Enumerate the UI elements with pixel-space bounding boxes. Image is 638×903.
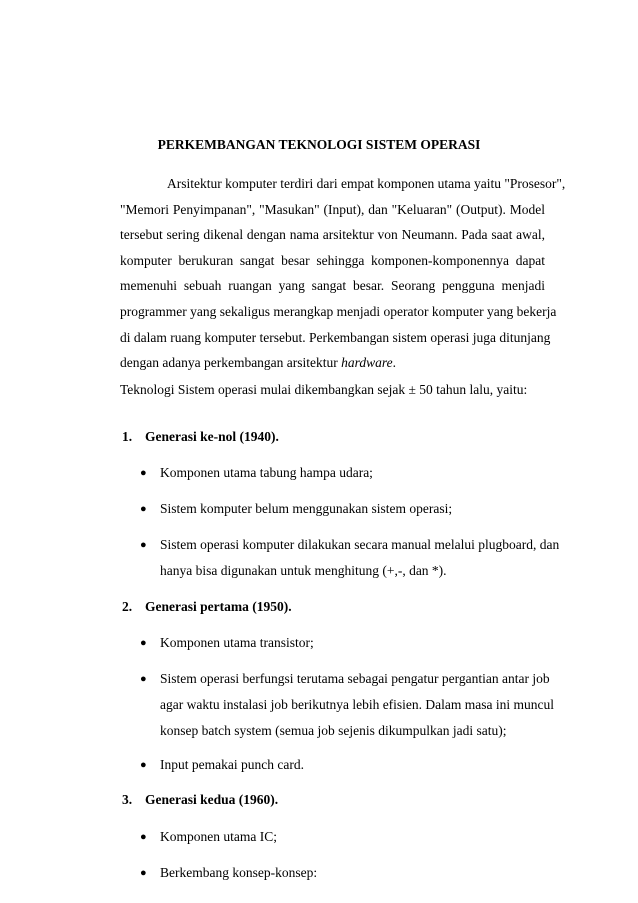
list-item-text: Sistem komputer belum menggunakan sistem operasi; — [160, 501, 453, 516]
section-title: Generasi ke-nol (1940). — [145, 429, 279, 444]
list-item-text: Input pemakai punch card. — [160, 757, 304, 772]
list-item-line: konsep batch system (semua job sejenis dikumpulkan jadi satu); — [160, 723, 507, 738]
list-item-text — [160, 537, 560, 589]
intro-line: tersebut sering dikenal dengan nama arsitektur von Neumann. Pada saat awal, — [120, 227, 545, 243]
document-title: PERKEMBANGAN TEKNOLOGI SISTEM OPERASI — [157, 137, 481, 152]
list-item-text — [160, 671, 555, 749]
section-heading — [122, 429, 279, 445]
list-item-text: Komponen utama IC; — [160, 829, 277, 844]
bullet-icon: ● — [140, 673, 147, 685]
list-item-text: Komponen utama transistor; — [160, 635, 314, 650]
section-title: Generasi kedua (1960). — [145, 792, 279, 807]
intro-line: "Memori Penyimpanan", "Masukan" (Input), dan "Keluaran" (Output). Model — [120, 201, 545, 217]
intro-line-last — [120, 350, 545, 376]
bullet-icon: ● — [140, 503, 147, 515]
intro-line: komputer berukuran sangat besar sehingga komponen-komponennya dapat — [120, 252, 545, 268]
bullet-icon: ● — [140, 867, 147, 879]
bullet-icon: ● — [140, 831, 147, 843]
section-heading — [122, 599, 292, 615]
intro-line: memenuhi sebuah ruangan yang sangat besar. Seorang pengguna menjadi — [120, 278, 545, 294]
list-item-line: agar waktu instalasi job berikutnya lebih efisien. Dalam masa ini muncul — [160, 697, 555, 712]
intro-line: Arsitektur komputer terdiri dari empat komponen utama yaitu "Prosesor", — [167, 176, 566, 191]
intro-line: di dalam ruang komputer tersebut. Perkembangan sistem operasi juga ditunjang — [120, 329, 551, 345]
list-item-line: hanya bisa digunakan untuk menghitung (+,-, dan *). — [160, 563, 447, 578]
lead-sentence: Teknologi Sistem operasi mulai dikembangkan sejak ± 50 tahun lalu, yaitu: — [120, 382, 528, 397]
intro-italic-term: hardware — [341, 355, 393, 371]
section-number: 3. — [122, 792, 133, 807]
section-title: Generasi pertama (1950). — [145, 599, 292, 614]
intro-last-text: dengan adanya perkembangan arsitektur — [120, 355, 342, 371]
bullet-icon: ● — [140, 759, 147, 771]
list-item-line: Sistem operasi komputer dilakukan secara manual melalui plugboard, dan — [160, 537, 560, 552]
intro-last-punct: . — [392, 355, 397, 371]
intro-line: programmer yang sekaligus merangkap menjadi operator komputer yang bekerja — [120, 303, 557, 319]
section-number: 2. — [122, 599, 133, 614]
list-item-text: Komponen utama tabung hampa udara; — [160, 465, 373, 480]
list-item-text: Berkembang konsep-konsep: — [160, 865, 318, 880]
section-number: 1. — [122, 429, 133, 444]
list-item-line: Sistem operasi berfungsi terutama sebagai pengatur pergantian antar job — [160, 671, 550, 686]
bullet-icon: ● — [140, 539, 147, 551]
section-heading — [122, 792, 278, 808]
intro-paragraph — [120, 171, 566, 376]
bullet-icon: ● — [140, 467, 147, 479]
bullet-icon: ● — [140, 637, 147, 649]
